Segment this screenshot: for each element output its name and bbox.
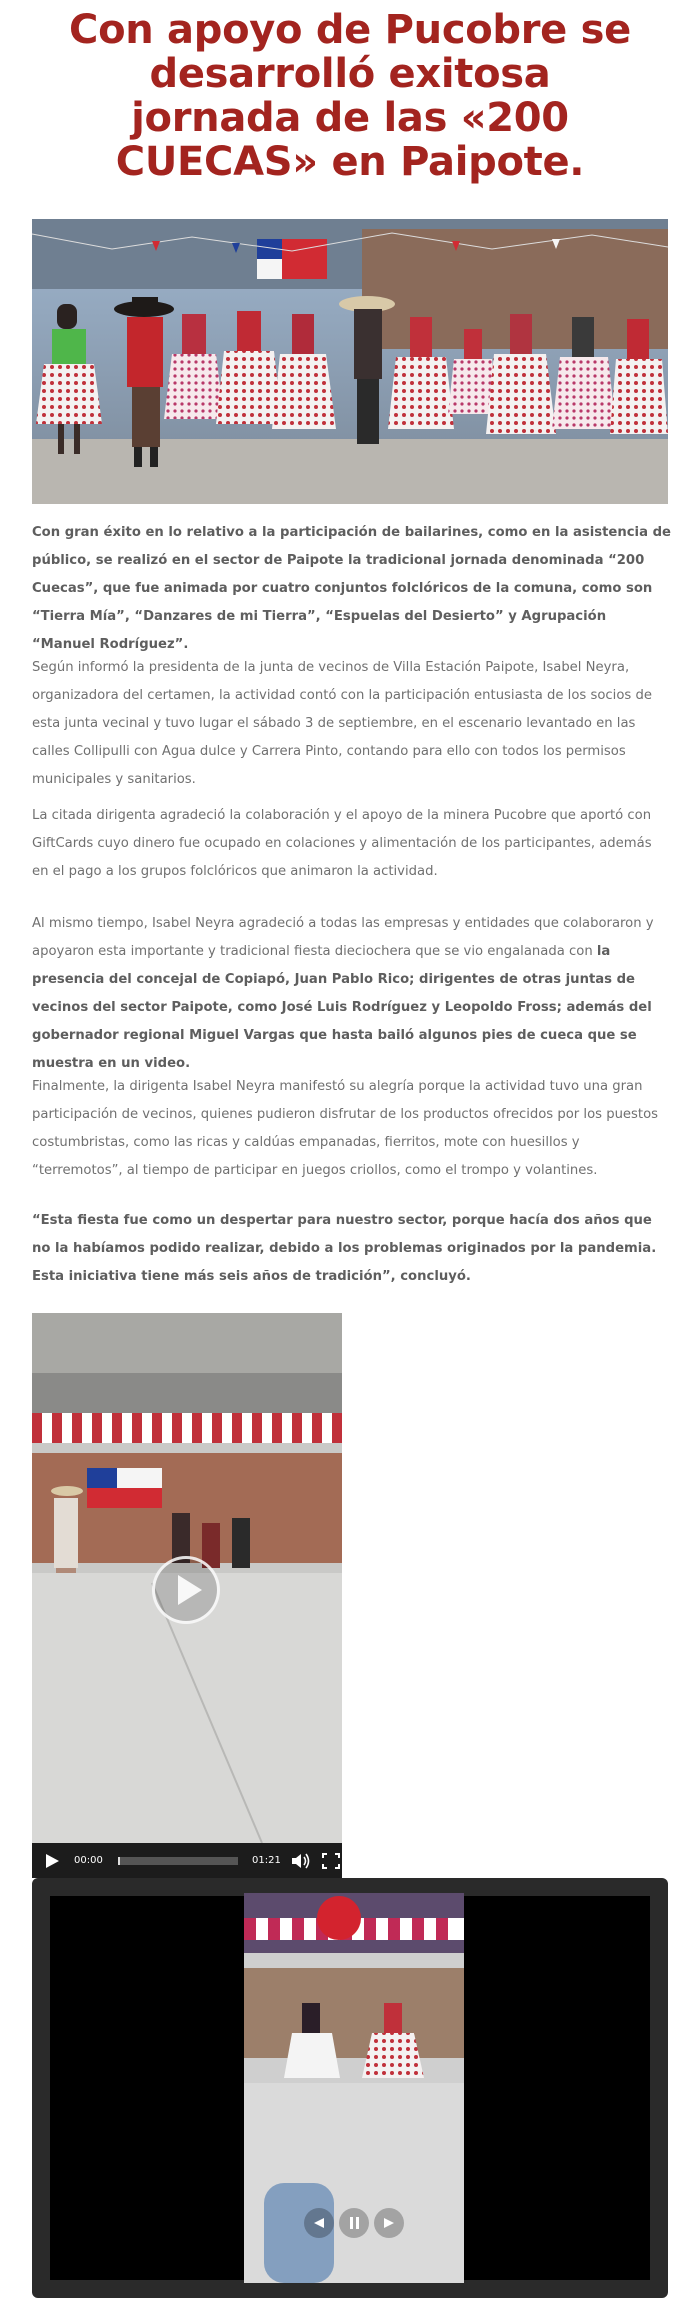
dancers-illustration: [32, 219, 668, 504]
video-1-duration: 01:21: [252, 1855, 281, 1866]
play-button-icon[interactable]: [38, 1851, 68, 1871]
article-paragraph-3: La citada dirigenta agradeció la colaboración y el apoyo de la minera Pucobre que aportó con GiftCards cuyo dinero fue ocupado en colaciones y alimentación de los participantes, además en el pago a los grupos folclóricos que animaron la actividad.: [32, 808, 652, 879]
video-1-progress-fill: [118, 1857, 120, 1865]
play-icon: [155, 1559, 217, 1621]
video-1-controls: [32, 1843, 342, 1878]
volume-icon[interactable]: [290, 1851, 312, 1871]
article-quote: “Esta fiesta fue como un despertar para nuestro sector, porque hacía dos años que no la habíamos podido realizar, debido a los problemas originados por la pandemia. Esta iniciativa tiene más seis años de tradición”, concluyó.: [32, 1213, 657, 1284]
next-icon[interactable]: [374, 2208, 404, 2238]
fullscreen-icon[interactable]: [320, 1851, 342, 1871]
paragraph-4-normal-text: Al mismo tiempo, Isabel Neyra agradeció a todas las empresas y entidades que colaboraron y apoyaron esta importante y tradicional fiesta dieciochera que se vio engalanada con: [32, 916, 654, 959]
article-title: Con apoyo de Pucobre se desarrolló exitosa jornada de las «200 CUECAS» en Paipote.: [69, 7, 631, 185]
article-paragraph-2: Según informó la presidenta de la junta de vecinos de Villa Estación Paipote, Isabel Neyra, organizadora del certamen, la actividad contó con la participación entusiasta de los socios de esta junta vecinal y tuvo lugar el sábado 3 de septiembre, en el escenario levantado en las calles Collipulli con Agua dulce y Carrera Pinto, contando para ello con todos los permisos municipales y sanitarios.: [32, 660, 652, 787]
previous-icon[interactable]: [304, 2208, 334, 2238]
article-paragraph-4: [32, 910, 672, 1078]
video-1-progress-bar[interactable]: [118, 1857, 238, 1865]
video-1-play-overlay[interactable]: [152, 1556, 220, 1624]
video-player-2[interactable]: [32, 1878, 668, 2298]
pause-icon[interactable]: [339, 2208, 369, 2238]
paragraph-4-bold-text: la presencia del concejal de Copiapó, Juan Pablo Rico; dirigentes de otras juntas de vecinos del sector Paipote, como José Luis Rodríguez y Leopoldo Fross; además del gobernador regional Miguel Vargas que hasta bailó algunos pies de cueca que se muestra en un video.: [32, 944, 652, 1071]
video-1-current-time: 00:00: [74, 1855, 103, 1866]
article-paragraph-intro: Con gran éxito en lo relativo a la participación de bailarines, como en la asistencia de público, se realizó en el sector de Paipote la tradicional jornada denominada “200 Cuecas”, que fue animada por cuatro conjuntos folclóricos de la comuna, como son “Tierra Mía”, “Danzares de mi Tierra”, “Espuelas del Desierto” y Agrupación “Manuel Rodríguez”.: [32, 525, 671, 652]
article-paragraph-5: Finalmente, la dirigenta Isabel Neyra manifestó su alegría porque la actividad tuvo una gran participación de vecinos, quienes pudieron disfrutar de los productos ofrecidos por los puestos costumbristas, como las ricas y caldúas empanadas, fierritos, mote con huesillos y “terremotos”, al tiempo de participar en juegos criollos, como el trompo y volantines.: [32, 1079, 659, 1178]
hero-photo: [32, 219, 668, 504]
video-player-1[interactable]: [32, 1313, 342, 1878]
